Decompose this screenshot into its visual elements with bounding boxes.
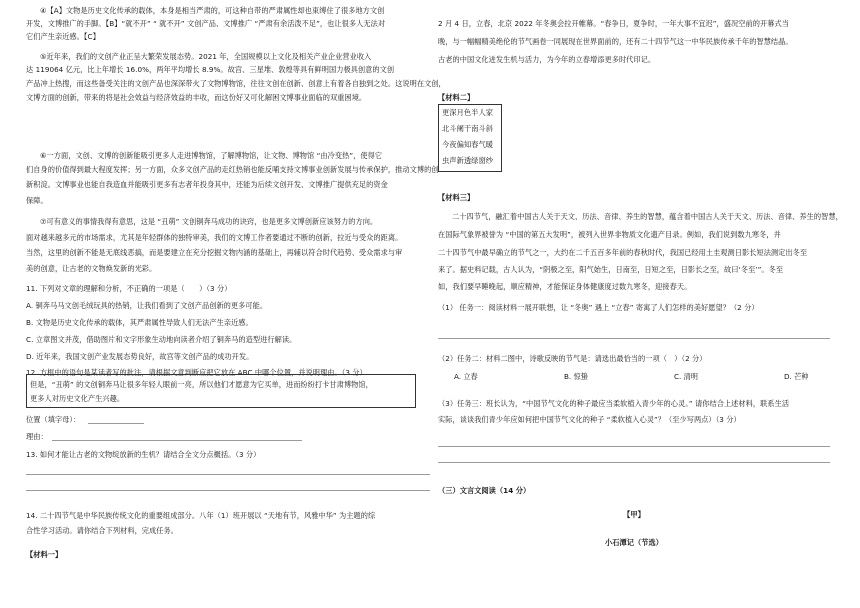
task-3-stem-line-1: （3）任务三：班长认为，“中国节气文化的种子最应当柔软植入青少年的心灵。” 请你结合上述材料，联系生活 [438, 399, 790, 408]
question-11-option-c[interactable]: C. 立章图文并茂，借助图片和文字形象生动地向读者介绍了铜奔马的造型进行解读。 [26, 335, 297, 344]
reason-answer-line[interactable] [52, 440, 302, 441]
paragraph-6-line-4: 保障。 [26, 196, 48, 205]
reason-label: 理由： [26, 432, 48, 441]
section-3-heading: （三）文言文阅读（14 分） [438, 486, 531, 495]
question-13-answer-line-2[interactable] [26, 490, 430, 491]
task-1-answer-line[interactable] [438, 338, 830, 339]
question-13-stem: 13. 如何才能让古老的文物绽放新的生机？请结合全文分点概括。（3 分） [26, 450, 261, 459]
task-1-stem: （1） 任务一：阅读材料一展开联想，让 “冬奥” 遇上 “立春” 寄寓了人们怎样的美好愿望？（2 分） [438, 303, 759, 312]
question-11-option-a[interactable]: A. 铜奔马马文创毛绒玩具的热销，让我们看到了文创产品创新的更多可能。 [26, 301, 268, 310]
paragraph-7-line-2: 面对越来越多元的市场需求，尤其是年轻群体的独特审美，我们的文博工作者要通过不断的创新，拉近与受众的距离。 [26, 233, 403, 242]
question-14-stem-line-2: 合性学习活动。请你结合下列材料，完成任务。 [26, 526, 178, 535]
task-3-answer-line-2[interactable] [438, 462, 830, 463]
material-1-label: 【材料一】 [26, 550, 63, 559]
paragraph-5-line-3: 产品冲上热搜，而这些备受关注的文创产品也深深带火了文物博物馆，往往文创在创新、创意上有着各自独到之处。这说明在文创， [26, 79, 446, 88]
poem-line-1: 更深月色半人家 [442, 108, 494, 117]
material-3-label: 【材料三】 [438, 193, 475, 202]
poem-line-3: 今夜偏知春气暖 [442, 140, 494, 149]
paragraph-4-line-3: 它们产生亲近感。【C】 [26, 32, 100, 41]
paragraph-5-line-1: ⑤近年来，我们的文创产业正呈大繁荣发展态势。2021 年，全国规模以上文化及相关产业企业营业收入 [40, 52, 372, 61]
paragraph-7-line-3: 当然，这里的创新不能是无底线恶搞，而是要建立在充分挖掘文物内涵的基础上，再辅以符合时代趋势、受众需求与审 [26, 248, 403, 257]
question-12-stem: 12. 方框中的语句是某读者写的批注，请根据文意判断应把它放在 ABC 中哪个位置，并说明理由。（3 分） [26, 368, 367, 377]
paragraph-7-line-4: 美的创意，让古老的文物焕发新的光彩。 [26, 264, 157, 273]
paragraph-6-line-3: 新积淀。文博事业也能自我造血并能吸引更多有志者年投身其中，还能为后续文创开发、文博推广提供充足的资金 [26, 180, 388, 189]
question-11-option-b[interactable]: B. 文物是历史文化传承的载体，其严肃属性导致人们无法产生亲近感。 [26, 318, 253, 327]
material-1-text-line-1: 2 月 4 日，立春，北京 2022 年冬奥会拉开帷幕。“春争日，夏争时，一年大事不宜迟”，盛况空前的开幕式当 [438, 19, 789, 28]
position-label: 位置（填字母）： [26, 415, 81, 424]
paragraph-4-line-2: 开发，文博推广的手脚。【B】“就不开” “ 就不开” 文创产品、文博推广 “严肃有余活泼不足”，也让很多人无法对 [26, 19, 386, 28]
paragraph-6-line-1: ⑥一方面，文创、文博的创新能吸引更多人走进博物馆，了解博物馆，让文物、博物馆 “由冷变热”，使得它 [40, 151, 383, 160]
question-11-stem: 11. 下列对文章的理解和分析，不正确的一项是（ ）（3 分） [26, 284, 232, 293]
essay-title: 小石潭记（节选） [605, 538, 663, 547]
task-2-option-b[interactable]: B. 惊蛰 [564, 372, 588, 381]
question-14-stem-line-1: 14. 二十四节气是中华民族传统文化的重要组成部分。八年（1）班开展以 “天地有节，风雅中华” 为主题的综 [26, 511, 376, 520]
paragraph-5-line-4: 文博方面的创新，带来的将是社会效益与经济效益的丰收，而这份好又可化解困文博事业面临的双重困境。 [26, 93, 367, 102]
task-2-option-d[interactable]: D. 芒种 [784, 372, 809, 381]
question-13-answer-line-1[interactable] [26, 474, 430, 475]
task-3-answer-line-1[interactable] [438, 446, 830, 447]
paragraph-7-line-1: ⑦可有意义的事情我得有意思，这是 “丑萌” 文创铜奔马成功的诀窍，也是更多文博创新应该努力的方向。 [40, 217, 378, 226]
annotation-box-line-1: 但是，“丑萌” 的文创铜奔马让很多年轻人眼前一亮，所以他们才愿意为它买单，进而纷纷打卡甘肃博物馆， [30, 380, 373, 389]
position-answer-line[interactable] [88, 423, 144, 424]
jia-label: 【甲】 [623, 510, 645, 519]
task-3-stem-line-2: 实际，谈谈我们青少年应如何把中国节气文化的种子 “柔软植入心灵”？（至少写两点）（3 分） [438, 415, 741, 424]
poem-line-4: 虫声新透绿窗纱 [442, 156, 494, 165]
poem-box [438, 104, 502, 172]
material-3-line-4: 来了。据史料记载，古人认为，“阴极之至，阳气始生，日南至，日短之至，日影长之至，故曰‘冬至’”。冬至 [438, 265, 784, 274]
material-1-text-line-2: 晚，与一幅幅精美绝伦的节气画卷一同展现在世界面前的，还有二十四节气这一中华民族传承千年的智慧结晶。 [438, 37, 793, 46]
paragraph-4-line-1: ④【A】文物是历史文化传承的载体，本身是相当严肃的，可这种自带的严肃属性却也束缚住了很多地方文创 [40, 6, 385, 15]
question-11-option-d[interactable]: D. 近年来，我国文创产业发展态势良好，故宫等文创产品的成功开发。 [26, 352, 254, 361]
annotation-box-line-2: 更多人对历史文化产生兴趣。 [30, 394, 125, 403]
poem-line-2: 北斗阑干南斗斜 [442, 124, 494, 133]
material-3-line-1: 二十四节气，融汇着中国古人关于天文、历法、音律、养生的智慧，蕴含着中国古人关于天文、历法、音律、养生的智慧， [452, 212, 843, 221]
paragraph-6-line-2: 们自身的价值得到最大程度发挥；另一方面，众多文创产品的走红热销也能反哺支持文博事业创新发展与传承保护，推动文博的创 [26, 165, 439, 174]
material-3-line-2: 在国际气象界被誉为 “中国的第五大发明”，被列入世界非物质文化遗产目录。例如，我们说到数九寒冬，并 [438, 230, 781, 239]
material-2-label: 【材料二】 [438, 93, 475, 102]
task-2-option-a[interactable]: A. 立春 [454, 372, 478, 381]
paragraph-5-line-2: 达 119064 亿元，比上年增长 16.0%，两年平均增长 8.9%。故宫、三星堆、敦煌等具有鲜明国力极具创意的文创 [26, 65, 395, 74]
task-2-option-c[interactable]: C. 清明 [674, 372, 698, 381]
material-3-line-3: 二十四节气中最早确立的节气之一，大约在二千五百多年前的春秋时代，我国已经用土圭观测日影长短法测定出冬至 [438, 248, 808, 257]
material-1-text-line-3: 古老的中国文化迸发生机与活力，为今年的立春增添更多时代印记。 [438, 55, 656, 64]
material-3-line-5: 如，我们要早睡晚起，顺应精神，才能保证身体健康度过数九寒冬，迎接春天。 [438, 282, 692, 291]
task-2-stem: （2）任务二：材料二图中，诗歌反映的节气是：请选出最恰当的一项（ ）（2 分） [438, 354, 707, 363]
